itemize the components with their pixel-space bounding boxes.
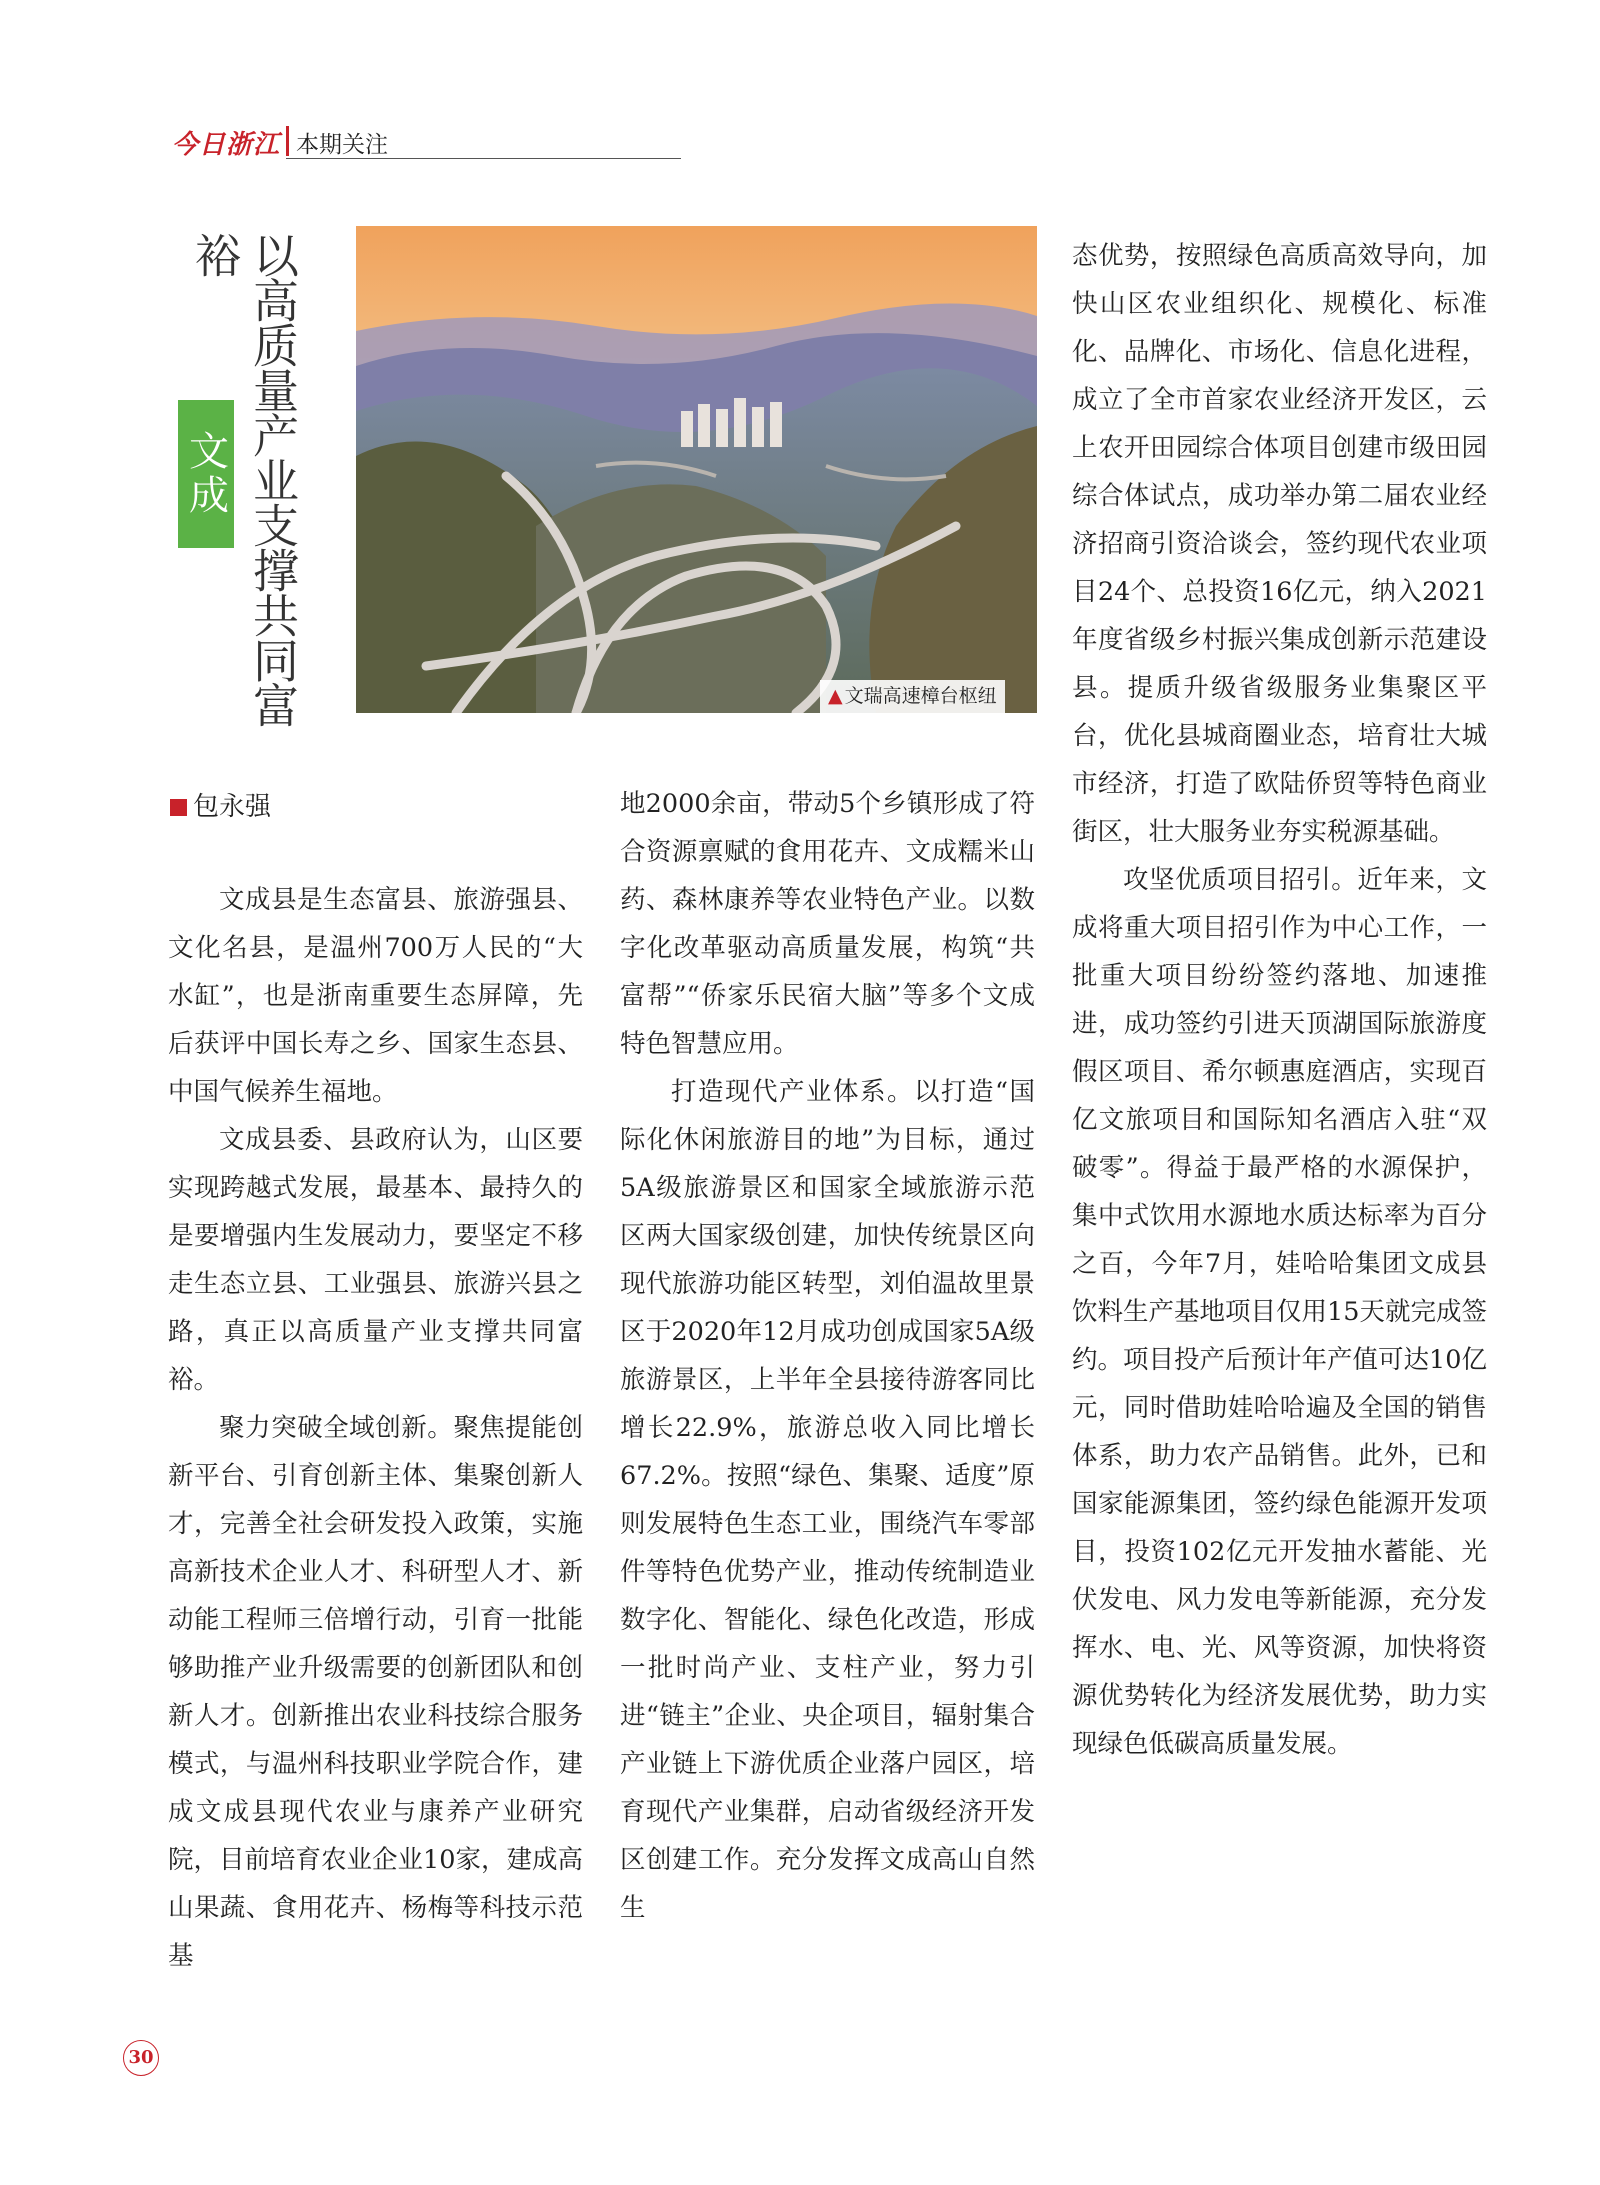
- page-number: 30: [123, 2040, 159, 2076]
- triangle-icon: ▲: [828, 685, 843, 707]
- landscape-illustration: [356, 226, 1037, 713]
- text-column-3: [1072, 232, 1487, 1768]
- paragraph: 攻坚优质项目招引。近年来，文成将重大项目招引作为中心工作，一批重大项目纷纷签约落地、加速推进，成功签约引进天顶湖国际旅游度假区项目、希尔顿惠庭酒店，实现百亿文旅项目和国际知名酒店入驻“双破零”。得益于最严格的水源保护，集中式饮用水源地水质达标率为百分之百，今年7月，娃哈哈集团文成县饮料生产基地项目仅用15天就完成签约。项目投产后预计年产值可达10亿元，同时借助娃哈哈遍及全国的销售体系，助力农产品销售。此外，已和国家能源集团，签约绿色能源开发项目，投资102亿元开发抽水蓄能、光伏发电、风力发电等新能源，充分发挥水、电、光、风等资源，加快将资源优势转化为经济发展优势，助力实现绿色低碳高质量发展。: [1072, 865, 1487, 1759]
- header-divider: [286, 126, 289, 156]
- section-name: 本期关注: [296, 132, 388, 158]
- region-tag: 文成: [178, 400, 234, 548]
- author-name: 包永强: [193, 792, 272, 822]
- text-column-1: [168, 876, 583, 1980]
- paragraph: 态优势，按照绿色高质高效导向，加快山区农业组织化、规模化、标准化、品牌化、市场化、信息化进程，成立了全市首家农业经济开发区，云上农开田园综合体项目创建市级田园综合体试点，成功举办第二届农业经济招商引资洽谈会，签约现代农业项目24个、总投资16亿元，纳入2021年度省级乡村振兴集成创新示范建设县。提质升级省级服务业集聚区平台，优化县城商圈业态，培育壮大城市经济，打造了欧陆侨贸等特色商业街区，壮大服务业夯实税源基础。: [1072, 241, 1487, 847]
- photo-caption-text: 文瑞高速樟台枢纽: [844, 685, 997, 707]
- text-column-2: [620, 780, 1035, 1932]
- paragraph: 文成县是生态富县、旅游强县、文化名县，是温州700万人民的“大水缸”，也是浙南重要生态屏障，先后获评中国长寿之乡、国家生态县、中国气候养生福地。: [168, 885, 583, 1107]
- author-line: [170, 786, 271, 823]
- square-bullet-icon: [170, 799, 187, 816]
- paragraph: 地2000余亩，带动5个乡镇形成了符合资源禀赋的食用花卉、文成糯米山药、森林康养等农业特色产业。以数字化改革驱动高质量发展，构筑“共富帮”“侨家乐民宿大脑”等多个文成特色智慧应用。: [620, 789, 1035, 1059]
- header-rule: [286, 158, 681, 159]
- paragraph: 文成县委、县政府认为，山区要实现跨越式发展，最基本、最持久的是要增强内生发展动力，要坚定不移走生态立县、工业强县、旅游兴县之路，真正以高质量产业支撑共同富裕。: [168, 1125, 583, 1395]
- photo-caption: [820, 680, 1005, 714]
- article-photo: [356, 226, 1037, 713]
- page-header: [172, 124, 512, 160]
- article-title: 以高质量产业支撑共同富裕: [188, 232, 300, 727]
- paragraph: 聚力突破全域创新。聚焦提能创新平台、引育创新主体、集聚创新人才，完善全社会研发投入政策，实施高新技术企业人才、科研型人才、新动能工程师三倍增行动，引育一批能够助推产业升级需要的创新团队和创新人才。创新推出农业科技综合服务模式，与温州科技职业学院合作，建成文成县现代农业与康养产业研究院，目前培育农业企业10家，建成高山果蔬、食用花卉、杨梅等科技示范基: [168, 1413, 583, 1971]
- paragraph: 打造现代产业体系。以打造“国际化休闲旅游目的地”为目标，通过5A级旅游景区和国家全域旅游示范区两大国家级创建，加快传统景区向现代旅游功能区转型，刘伯温故里景区于2020年12月成功创成国家5A级旅游景区，上半年全县接待游客同比增长22.9%，旅游总收入同比增长67.2%。按照“绿色、集聚、适度”原则发展特色生态工业，围绕汽车零部件等特色优势产业，推动传统制造业数字化、智能化、绿色化改造，形成一批时尚产业、支柱产业，努力引进“链主”企业、央企项目，辐射集合产业链上下游优质企业落户园区，培育现代产业集群，启动省级经济开发区创建工作。充分发挥文成高山自然生: [620, 1077, 1035, 1923]
- brand-logo: 今日浙江: [172, 130, 281, 160]
